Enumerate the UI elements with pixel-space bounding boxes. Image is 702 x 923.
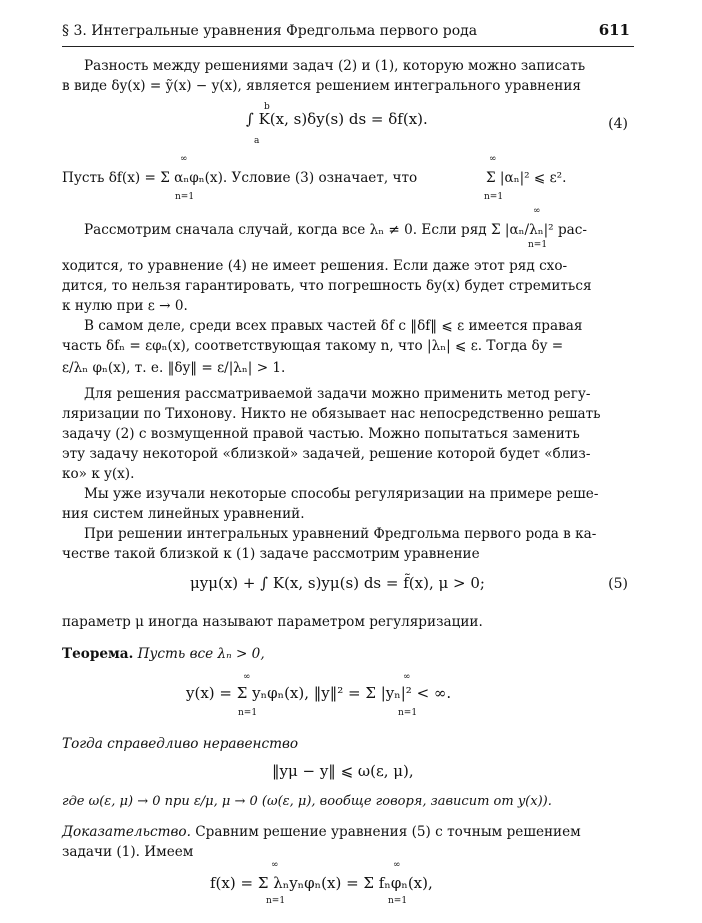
paragraph-2-left <box>62 168 417 188</box>
paragraph-4-line-1: В самом деле, среди всех правых частей δf с ‖δf‖ ⩽ ε имеется правая <box>84 318 583 334</box>
section-title: § 3. Интегральные уравнения Фредгольма первого рода <box>62 23 478 39</box>
sum-upper-limit-4: ∞ <box>243 672 251 682</box>
sum-lower-limit-5: n=1 <box>398 708 418 718</box>
paragraph-7-line-2: честве такой близкой к (1) задаче рассмотрим уравнение <box>62 546 480 562</box>
equation-7: ‖yμ − y‖ ⩽ ω(ε, μ), <box>272 762 414 780</box>
theorem-label: Теорема. <box>62 646 134 662</box>
paragraph-5-line-1: Для решения рассматриваемой задачи можно применить метод регу- <box>84 386 591 402</box>
proof-line-1 <box>62 822 630 842</box>
paragraph-3-line-4: к нулю при ε → 0. <box>62 298 188 314</box>
equation-8: f(x) = Σ λₙyₙφₙ(x) = Σ fₙφₙ(x), <box>210 874 433 892</box>
sum-lower-limit-4: n=1 <box>238 708 258 718</box>
sum-lower-limit-2: n=1 <box>484 192 504 202</box>
equation-5: μyμ(x) + ∫ K(x, s)yμ(s) ds = f̃(x), μ > 0; <box>190 574 485 592</box>
sum-upper-limit-7: ∞ <box>393 860 401 870</box>
theorem-text: Пусть все λₙ > 0, <box>137 646 265 662</box>
equation-4-body: ∫ K(x, s)δy(s) ds = δf(x). <box>246 110 428 128</box>
paragraph-2-right: Σ |αₙ|² ⩽ ε². <box>486 170 567 186</box>
paragraph-8: параметр μ иногда называют параметром регуляризации. <box>62 614 483 630</box>
equation-5-number: (5) <box>608 576 628 592</box>
paragraph-3-line-2: ходится, то уравнение (4) не имеет решения. Если даже этот ряд схо- <box>62 258 568 274</box>
integral-lower-limit: a <box>254 136 260 146</box>
paragraph-4-line-2: часть δfₙ = εφₙ(x), соответствующая такому n, что |λₙ| ⩽ ε. Тогда δy = <box>62 338 564 354</box>
paragraph-3-line-1: Рассмотрим сначала случай, когда все λₙ ≠ 0. Если ряд Σ |αₙ/λₙ|² рас- <box>84 222 587 238</box>
theorem-heading <box>62 644 630 664</box>
paragraph-7-line-1: При решении интегральных уравнений Фредгольма первого рода в ка- <box>84 526 597 542</box>
proof-label: Доказательство. <box>62 824 191 840</box>
sum-upper-limit-5: ∞ <box>403 672 411 682</box>
equation-4 <box>246 102 428 146</box>
paragraph-6-line-1: Мы уже изучали некоторые способы регуляризации на примере реше- <box>84 486 599 502</box>
paragraph-2-text: Пусть δf(x) = Σ αₙφₙ(x). Условие (3) означает, что <box>62 170 418 186</box>
paragraph-3-line-3: дится, то нельзя гарантировать, что погрешность δy(x) будет стремиться <box>62 278 592 294</box>
paragraph-4-line-3: ε/λₙ φₙ(x), т. е. ‖δy‖ = ε/|λₙ| > 1. <box>62 360 286 376</box>
paragraph-5-line-4: эту задачу некоторой «близкой» задачей, решение которой будет «близ- <box>62 446 591 462</box>
sum-upper-limit-2: ∞ <box>489 154 497 164</box>
paragraph-5-line-2: ляризации по Тихонову. Никто не обязывает нас непосредственно решать <box>62 406 601 422</box>
paragraph-10: где ω(ε, μ) → 0 при ε/μ, μ → 0 (ω(ε, μ), вообще говоря, зависит от y(x)). <box>62 794 552 809</box>
paragraph-1-line-2: в виде δy(x) = ỹ(x) − y(x), является решением интегрального уравнения <box>62 78 581 94</box>
paragraph-6-line-2: ния систем линейных уравнений. <box>62 506 305 522</box>
paragraph-9: Тогда справедливо неравенство <box>62 736 299 752</box>
proof-text: Сравним решение уравнения (5) с точным решением <box>195 824 581 840</box>
proof-line-2: задачи (1). Имеем <box>62 844 194 860</box>
sum-upper-limit: ∞ <box>180 154 188 164</box>
sum-lower-limit-7: n=1 <box>388 896 408 906</box>
sum-upper-limit-3: ∞ <box>533 206 541 216</box>
paragraph-5-line-3: задачу (2) с возмущенной правой частью. Можно попытаться заменить <box>62 426 580 442</box>
sum-lower-limit-3: n=1 <box>528 240 548 250</box>
paragraph-5-line-5: ко» к y(x). <box>62 466 135 482</box>
sum-lower-limit-6: n=1 <box>266 896 286 906</box>
equation-4-number: (4) <box>608 116 628 132</box>
paragraph-1-line-1: Разность между решениями задач (2) и (1), которую можно записать <box>84 58 586 74</box>
equation-6: y(x) = Σ yₙφₙ(x), ‖y‖² = Σ |yₙ|² < ∞. <box>186 684 452 702</box>
integral-upper-limit: b <box>264 102 270 112</box>
sum-lower-limit: n=1 <box>175 192 195 202</box>
page-number: 611 <box>598 21 630 39</box>
running-header <box>62 20 634 47</box>
sum-upper-limit-6: ∞ <box>271 860 279 870</box>
